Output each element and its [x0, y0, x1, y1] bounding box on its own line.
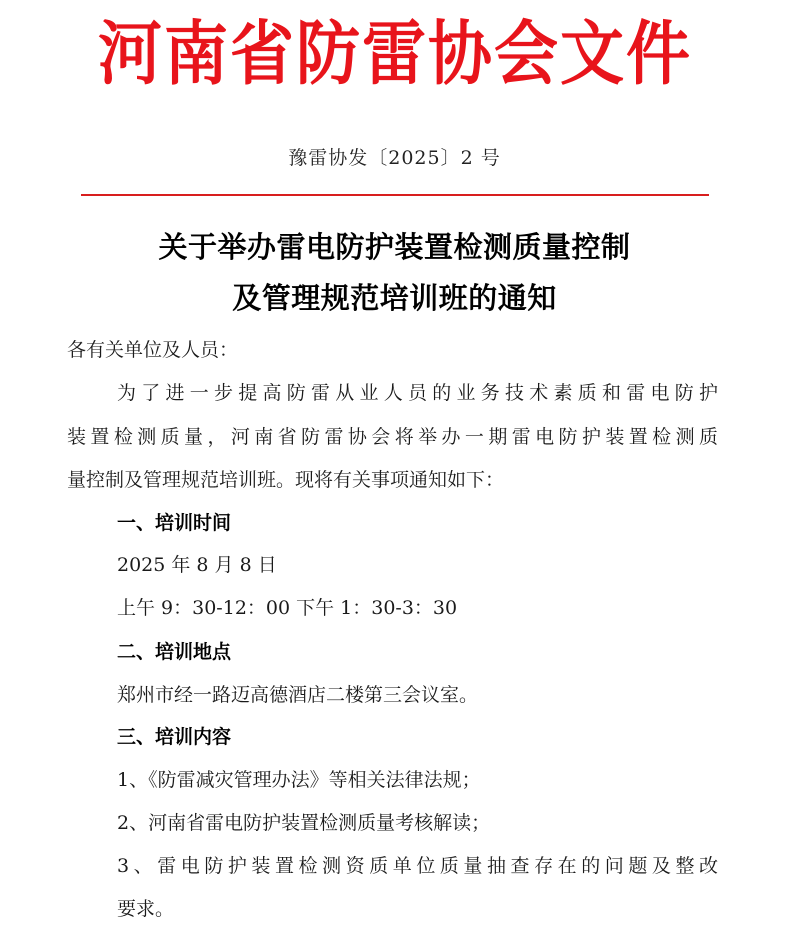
notice-title-line-2: 及管理规范培训班的通知	[232, 281, 557, 315]
intro-line-2: 装置检测质量，河南省防雷协会将举办一期雷电防护装置检测质	[67, 426, 718, 448]
intro-line-3: 量控制及管理规范培训班。现将有关事项通知如下：	[67, 469, 505, 491]
content-item-3-line-2: 要求。	[117, 898, 175, 920]
salutation: 各有关单位及人员：	[67, 339, 239, 361]
content-item-3-line-1: 3、雷电防护装置检测资质单位质量抽查存在的问题及整改	[117, 855, 718, 877]
masthead-title: 河南省防雷协会文件	[98, 15, 692, 95]
content-item-1: 1、《防雷减灾管理办法》等相关法律法规；	[117, 769, 481, 791]
document-number: 豫雷协发〔2025〕2 号	[288, 147, 501, 169]
content-item-2: 2、河南省雷电防护装置检测质量考核解读；	[117, 812, 491, 834]
notice-title-line-1: 关于举办雷电防护装置检测质量控制	[158, 230, 631, 264]
training-hours: 上午 9：30-12：00 下午 1：30-3：30	[117, 597, 458, 619]
section-heading-time: 一、培训时间	[117, 512, 232, 534]
training-address: 郑州市经一路迈高德酒店二楼第三会议室。	[117, 684, 479, 706]
section-heading-place: 二、培训地点	[117, 641, 232, 663]
section-heading-content: 三、培训内容	[117, 726, 232, 748]
training-date: 2025 年 8 月 8 日	[117, 554, 277, 576]
intro-line-1: 为了进一步提高防雷从业人员的业务技术素质和雷电防护	[117, 382, 718, 404]
red-divider-line	[81, 194, 709, 196]
